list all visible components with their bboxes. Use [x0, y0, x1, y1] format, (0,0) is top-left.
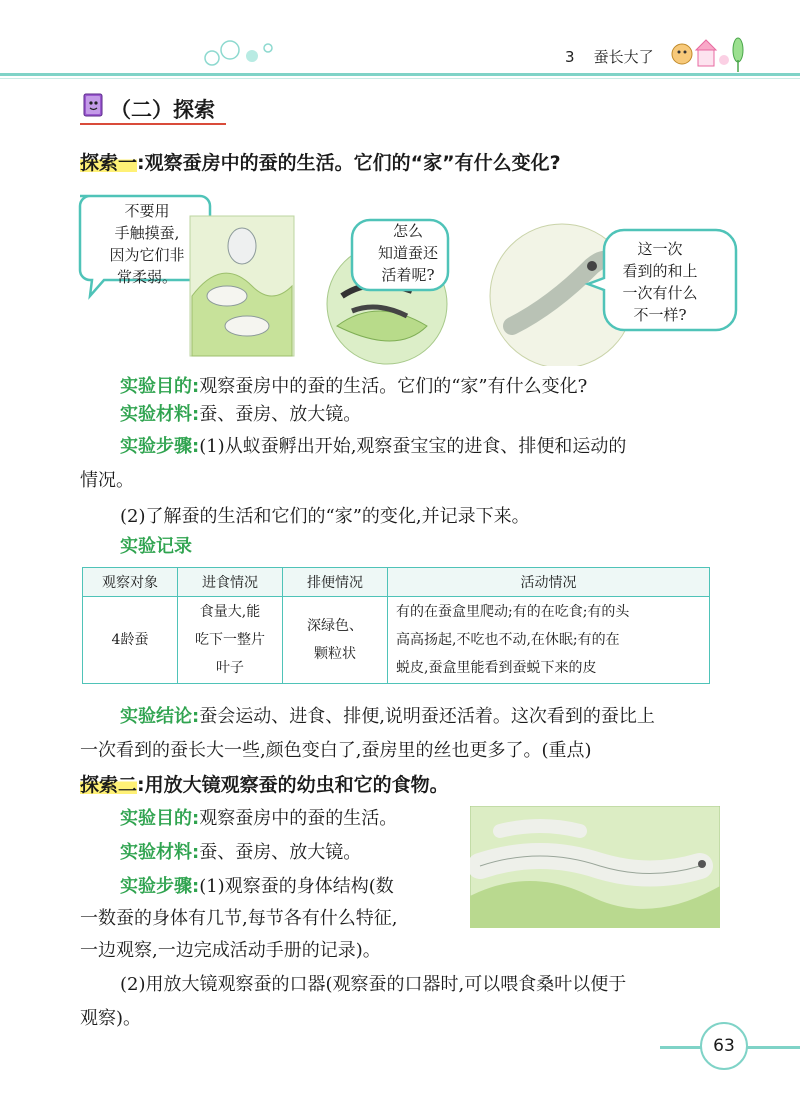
exp1-steps-label: 实验步骤:: [120, 436, 200, 457]
exp1-materials: [120, 398, 361, 432]
section-title-underline: [80, 123, 226, 125]
activity-line: 蜕皮,蚕盒里能看到蚕蜕下来的皮: [396, 660, 597, 676]
table-cell-activity: [388, 597, 710, 684]
header-rule: [0, 73, 800, 76]
silkworm-closeup-image: [470, 806, 720, 928]
table-cell-subject: 4龄蚕: [83, 597, 178, 684]
table-header-row: [83, 568, 710, 597]
book-icon: [80, 92, 108, 120]
exp1-record-label: 实验记录: [120, 536, 192, 557]
exp2-step1-b: 一数蚕的身体有几节,每节各有什么特征,: [80, 908, 398, 929]
table-cell-eating: [178, 597, 283, 684]
exp2-purpose: [120, 802, 397, 836]
exp1-materials-text: 蚕、蚕房、放大镜。: [199, 404, 362, 425]
table-cell-excretion: [283, 597, 388, 684]
exp2-purpose-text: 观察蚕房中的蚕的生活。: [199, 808, 398, 829]
speech-bubble-1-text: 不要用 手触摸蚕, 因为它们非 常柔弱。: [109, 202, 185, 286]
eating-line: 叶子: [216, 660, 244, 676]
table-header-cell: 观察对象: [83, 568, 178, 597]
chapter-header: [565, 46, 654, 67]
speech-bubble-3-text: 这一次 看到的和上 一次有什么 不一样?: [622, 240, 698, 324]
table-header-cell: 进食情况: [178, 568, 283, 597]
page-number: 63: [700, 1022, 748, 1070]
header-decoration-icon: [668, 30, 748, 74]
exp2-step1-a: (1)观察蚕的身体结构(数: [199, 876, 394, 897]
exp2-purpose-label: 实验目的:: [120, 808, 200, 829]
explore-two-text: :用放大镜观察蚕的幼虫和它的食物。: [137, 774, 449, 796]
exp1-step1-a: (1)从蚁蚕孵出开始,观察蚕宝宝的进食、排便和运动的: [199, 436, 627, 457]
exp2-materials-text: 蚕、蚕房、放大镜。: [199, 842, 362, 863]
eating-line: 食量大,能: [199, 604, 261, 620]
record-table: [82, 567, 710, 684]
exp1-step2: (2)了解蚕的生活和它们的“家”的变化,并记录下来。: [120, 506, 530, 527]
exp2-steps-label: 实验步骤:: [120, 876, 200, 897]
activity-line: 有的在蚕盒里爬动;有的在吃食;有的头: [396, 604, 630, 620]
chapter-title: 蚕长大了: [593, 48, 654, 66]
exp2-step1-c: 一边观察,一边完成活动手册的记录)。: [80, 940, 381, 961]
activity-line: 高高扬起,不吃也不动,在休眠;有的在: [396, 632, 620, 648]
exp2-step2-b: 观察)。: [80, 1008, 142, 1029]
table-row: [83, 597, 710, 684]
exp1-conclusion-label: 实验结论:: [120, 706, 200, 727]
exp2-step2-a: (2)用放大镜观察蚕的口器(观察蚕的口器时,可以喂食桑叶以便于: [120, 974, 627, 995]
exp1-conclusion-a: 蚕会运动、进食、排便,说明蚕还活着。这次看到的蚕比上: [199, 706, 655, 727]
eating-line: 吃下一整片: [195, 632, 265, 648]
header-bubbles-decoration: [200, 36, 290, 72]
section-title: （二）探索: [110, 98, 215, 122]
exp1-purpose-label: 实验目的:: [120, 376, 200, 397]
exp2-materials-label: 实验材料:: [120, 842, 200, 863]
exp1-purpose-text: 观察蚕房中的蚕的生活。它们的“家”有什么变化?: [199, 376, 588, 397]
exp1-materials-label: 实验材料:: [120, 404, 200, 425]
excretion-line: 深绿色、: [307, 618, 363, 634]
excretion-line: 颗粒状: [314, 646, 356, 662]
explore-one-text: :观察蚕房中的蚕的生活。它们的“家”有什么变化?: [137, 152, 561, 174]
exp1-conclusion-b: 一次看到的蚕长大一些,颜色变白了,蚕房里的丝也更多了。(重点): [80, 740, 592, 761]
exp1-conclusion: [120, 700, 655, 734]
exp2-materials: [120, 836, 361, 870]
speech-bubble-2-text: 怎么 知道蚕还 活着呢?: [377, 222, 438, 284]
chapter-number: 3: [565, 48, 575, 66]
explore-two-heading: [80, 770, 449, 797]
explore-two-tag: 探索二: [80, 774, 138, 796]
explore-one-heading: [80, 148, 561, 175]
exp1-step1-b: 情况。: [80, 470, 134, 491]
table-header-cell: 活动情况: [388, 568, 710, 597]
header-rule-thin: [0, 78, 800, 79]
explore-one-tag: 探索一: [80, 152, 138, 174]
table-header-cell: 排便情况: [283, 568, 388, 597]
exp1-steps: [120, 430, 626, 464]
exp2-steps: [120, 870, 394, 904]
